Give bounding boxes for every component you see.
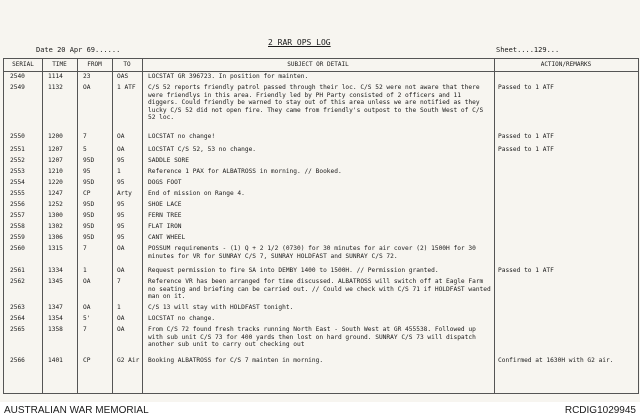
log-sheet-number: Sheet....129... (496, 46, 560, 54)
to-cell: OA (117, 133, 125, 140)
footer-source: AUSTRALIAN WAR MEMORIAL (4, 405, 149, 416)
action-cell: Passed to 1 ATF (498, 146, 554, 153)
from-cell: 7 (83, 245, 87, 252)
serial-cell: 2563 (10, 304, 25, 311)
log-table (3, 58, 639, 394)
from-cell: 95D (83, 157, 95, 164)
time-cell: 1302 (48, 223, 63, 230)
to-cell: 95 (117, 201, 125, 208)
subject-cell: CANT WHEEL (148, 234, 186, 241)
time-cell: 1207 (48, 146, 63, 153)
serial-cell: 2549 (10, 84, 25, 91)
serial-cell: 2560 (10, 245, 25, 252)
to-cell: 95 (117, 212, 125, 219)
to-cell: OAS (117, 73, 129, 80)
from-cell: 95 (83, 168, 91, 175)
time-cell: 1247 (48, 190, 63, 197)
subject-cell: FERN TREE (148, 212, 182, 219)
time-cell: 1347 (48, 304, 63, 311)
log-title: 2 RAR OPS LOG (268, 38, 331, 47)
log-date: Date 20 Apr 69...... (36, 46, 121, 54)
time-cell: 1315 (48, 245, 63, 252)
from-cell: 95D (83, 223, 95, 230)
subject-cell: POSSUM requirements - (1) Q + 2 1/2 (0730) for 30 minutes for air cover (2) 1500H for 30 minutes for VR for SUNRAY C/S 7, SUNRAY HOLDFAST and SUNRAY C/S 72. (148, 245, 476, 260)
col-header-time: TIME (52, 61, 67, 68)
column-divider (112, 59, 113, 393)
subject-cell: From C/S 72 found fresh tracks running North East - South West at GR 455538. Followed up with sub unit C/S 73 for 400 yards then lost on hard ground. SUNRAY C/S 73 will dispatch another sub unit to carry out checking out (148, 326, 476, 349)
from-cell: CP (83, 357, 91, 364)
serial-cell: 2561 (10, 267, 25, 274)
col-header-from: FROM (87, 61, 102, 68)
serial-cell: 2550 (10, 133, 25, 140)
col-header-subject: SUBJECT OR DETAIL (287, 61, 349, 68)
from-cell: 95D (83, 212, 95, 219)
column-divider (42, 59, 43, 393)
to-cell: OA (117, 326, 125, 333)
to-cell: Arty (117, 190, 132, 197)
action-cell: Passed to 1 ATF (498, 84, 554, 91)
subject-cell: LOCSTAT no change. (148, 315, 216, 322)
from-cell: 95D (83, 234, 95, 241)
to-cell: 95 (117, 234, 125, 241)
from-cell: 7 (83, 326, 87, 333)
action-cell: Confirmed at 1630H with G2 air. (498, 357, 614, 364)
time-cell: 1210 (48, 168, 63, 175)
time-cell: 1207 (48, 157, 63, 164)
subject-cell: C/S 52 reports friendly patrol passed through their loc. C/S 52 were not aware that there were friendlys in this area. Friendly led by PH Party consisted of 2 officers and 11 diggers. Could friendly be warned to stay out of this area unless we are notified as they lucky C/S 52 did not open fire. They came from friendly's outpost to the South West of C/S 52 loc. (148, 84, 484, 122)
time-cell: 1354 (48, 315, 63, 322)
time-cell: 1401 (48, 357, 63, 364)
footer-reference: RCDIG1029945 (564, 405, 636, 416)
from-cell: 95D (83, 201, 95, 208)
time-cell: 1306 (48, 234, 63, 241)
serial-cell: 2554 (10, 179, 25, 186)
subject-cell: C/S 13 will stay with HOLDFAST tonight. (148, 304, 294, 311)
from-cell: 1 (83, 267, 87, 274)
serial-cell: 2556 (10, 201, 25, 208)
from-cell: 7 (83, 133, 87, 140)
to-cell: G2 Air (117, 357, 140, 364)
serial-cell: 2557 (10, 212, 25, 219)
serial-cell: 2553 (10, 168, 25, 175)
from-cell: 23 (83, 73, 91, 80)
from-cell: OA (83, 304, 91, 311)
action-cell: Passed to 1 ATF (498, 267, 554, 274)
from-cell: OA (83, 84, 91, 91)
subject-cell: Booking ALBATROSS for C/S 7 mainten in morning. (148, 357, 324, 364)
time-cell: 1358 (48, 326, 63, 333)
subject-cell: DOGS FOOT (148, 179, 182, 186)
header-divider (4, 71, 638, 72)
to-cell: OA (117, 315, 125, 322)
subject-cell: LOCSTAT no change! (148, 133, 216, 140)
subject-cell: SADDLE SORE (148, 157, 189, 164)
col-header-serial: SERIAL (12, 61, 34, 68)
col-header-action: ACTION/REMARKS (540, 61, 592, 68)
from-cell: CP (83, 190, 91, 197)
subject-cell: Reference VR has been arranged for time discussed. ALBATROSS will switch off at Eagle Farm no seating and briefing can be carried out. // Could we check with C/S 71 if HOLDFAST wanted man on it. (148, 278, 491, 301)
from-cell: OA (83, 278, 91, 285)
to-cell: 1 (117, 168, 121, 175)
time-cell: 1200 (48, 133, 63, 140)
serial-cell: 2566 (10, 357, 25, 364)
subject-cell: LOCSTAT GR 396723. In position for mainten. (148, 73, 309, 80)
time-cell: 1132 (48, 84, 63, 91)
column-divider (77, 59, 78, 393)
serial-cell: 2564 (10, 315, 25, 322)
time-cell: 1114 (48, 73, 63, 80)
time-cell: 1334 (48, 267, 63, 274)
subject-cell: LOCSTAT C/S 52, 53 no change. (148, 146, 257, 153)
footer (0, 402, 640, 420)
subject-cell: FLAT IRON (148, 223, 182, 230)
serial-cell: 2552 (10, 157, 25, 164)
subject-cell: End of mission on Range 4. (148, 190, 245, 197)
subject-cell: Request permission to fire SA into DEMBY 1400 to 1500H. // Permission granted. (148, 267, 439, 274)
serial-cell: 2551 (10, 146, 25, 153)
to-cell: 95 (117, 157, 125, 164)
to-cell: 1 (117, 304, 121, 311)
serial-cell: 2559 (10, 234, 25, 241)
time-cell: 1300 (48, 212, 63, 219)
serial-cell: 2565 (10, 326, 25, 333)
to-cell: OA (117, 267, 125, 274)
col-header-to: TO (123, 61, 131, 68)
serial-cell: 2558 (10, 223, 25, 230)
from-cell: 5' (83, 315, 91, 322)
to-cell: 95 (117, 179, 125, 186)
serial-cell: 2555 (10, 190, 25, 197)
column-divider (142, 59, 143, 393)
to-cell: 1 ATF (117, 84, 136, 91)
time-cell: 1220 (48, 179, 63, 186)
to-cell: OA (117, 245, 125, 252)
to-cell: OA (117, 146, 125, 153)
to-cell: 95 (117, 223, 125, 230)
from-cell: 5 (83, 146, 87, 153)
subject-cell: SHOE LACE (148, 201, 182, 208)
to-cell: 7 (117, 278, 121, 285)
time-cell: 1252 (48, 201, 63, 208)
column-divider (494, 59, 495, 393)
action-cell: Passed to 1 ATF (498, 133, 554, 140)
subject-cell: Reference 1 PAX for ALBATROSS in morning. // Booked. (148, 168, 342, 175)
serial-cell: 2540 (10, 73, 25, 80)
serial-cell: 2562 (10, 278, 25, 285)
from-cell: 95D (83, 179, 95, 186)
time-cell: 1345 (48, 278, 63, 285)
